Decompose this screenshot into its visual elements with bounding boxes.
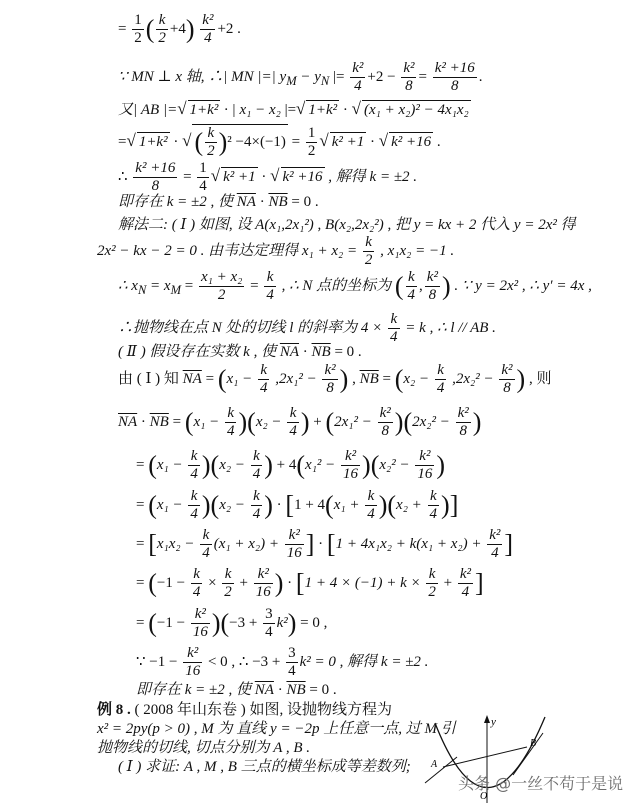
y-axis-label: y (491, 716, 496, 728)
chord-ab (443, 747, 527, 767)
line-4: =√ 1+k² · √ ( $\frac{k}{2}$ )² −4×(−1) = $\frac{1}{2}$ √ k² +1 · √ k² +16 . (118, 125, 441, 160)
line-23: 抛物线的切线, 切点分别为 A , B . (97, 740, 311, 756)
tangent-a (425, 757, 457, 783)
point-a-label: A (431, 759, 438, 770)
line-22: x² = 2py(p > 0) , M 为 直线 y = −2p 上任意一点, 过 M 引 (97, 721, 456, 737)
point-b-label: B (530, 738, 537, 749)
y-axis-arrow (484, 715, 490, 723)
line-3: 又| AB |=√ 1+k² · | x₁ − x₂ |=√ 1+k² · √ (x₁ + x₂)² − 4x₁x₂ (118, 99, 469, 118)
line-17: = (−1 − $\frac{k}{4}$ × $\frac{k}{2}$ + $\frac{\text{k²}}{16}$ ) · [1 + 4 × (−1) + k × $\frac{k}{2}$ + $\frac{\text{k²}}{4}$ ] (136, 566, 484, 601)
line-1: = $\frac{1}{2}$ ( $\frac{k}{2}$ +4) $\frac{\text{k²}}{4}$ +2 . (118, 12, 241, 47)
watermark-text: 头条 @一丝不苟于是说 (458, 774, 624, 793)
line-12: 由 ( Ⅰ ) 知 $\overline{NA} = (x_1$ − $\frac{k}{4}$ ,2x₁² − $\frac{\text{k²}}{8}$ ) , $\overline{NB} = (x_2$ − $\frac{k}{4}$ ,2x₂² − $\frac{\text{k²}}{8}$ ) , 则 (118, 362, 552, 397)
line-8: 2x² − kx − 2 = 0 . 由韦达定理得 x₁ + x₂ = $\frac{k}{2}$ , x₁x₂ = −1 . (97, 234, 455, 269)
line-9: ∴ $x_N = x_M$ = $\frac{\text{x₁ + x₂}}{2}$ = $\frac{k}{4}$ , ∴ N 点的坐标为 ( $\frac{k}{4}$ , $\frac{\text{k²}}{8}$ ) . ∵ y = 2x² , ∴ y′ = 4x , (118, 269, 592, 304)
line-18: = (−1 − $\frac{\text{k²}}{16}$ )(−3 + $\frac{3}{4}$ k²) = 0 , (136, 606, 328, 641)
line-7: 解法二: ( Ⅰ ) 如图, 设 A(x₁,2x₁²) , B(x₂,2x₂²) , 把 y = kx + 2 代入 y = 2x² 得 (118, 217, 576, 233)
origin-label: O (480, 791, 488, 802)
line-2: ∵ MN ⊥ x 轴, ∴| MN |=| $y_M - y_N$ |= $\frac{\text{k²}}{4}$ +2 − $\frac{\text{k²}}{8}$ = $\frac{\text{k² +16}}{8}$ . (118, 60, 483, 95)
line-20: 即存在 k = ±2 , 使 $\overline{NA} \cdot \overline{NB} = 0$ . (136, 682, 337, 698)
line-11: ( Ⅱ ) 假设存在实数 k , 使 $\overline{NA} \cdot \overline{NB} = 0$ . (118, 344, 362, 360)
line-19: ∵ −1 − $\frac{\text{k²}}{16}$ < 0 , ∴ −3 + $\frac{3}{4}$ k² = 0 , 解得 k = ±2 . (136, 645, 429, 680)
line-21: 例 8 . ( 2008 年山东卷 ) 如图, 设抛物线方程为 (97, 702, 393, 718)
line-5: ∴ $\frac{\text{k² +16}}{8}$ = $\frac{1}{4}$ √ k² +1 · √ k² +16 , 解得 k = ±2 . (118, 160, 418, 195)
line-24: ( Ⅰ ) 求证: A , M , B 三点的横坐标成等差数列; (118, 759, 411, 775)
line-15: = (x₁ − $\frac{k}{4}$ )(x₂ − $\frac{k}{4}$ ) · [1 + 4(x₁ + $\frac{k}{4}$ )(x₂ + $\frac{k}{4}$ )] (136, 488, 459, 523)
tangent-b (513, 733, 543, 775)
line-14: = (x₁ − $\frac{k}{4}$ )(x₂ − $\frac{k}{4}$ ) + 4(x₁² − $\frac{\text{k²}}{16}$ )(x₂² − $\frac{\text{k²}}{16}$ ) (136, 448, 446, 483)
line-6: 即存在 k = ±2 , 使 $\overline{NA} \cdot \overline{NB} = 0$ . (118, 194, 319, 210)
line-10: ∴抛物线在点 N 处的切线 l 的斜率为 4 × $\frac{k}{4}$ = k , ∴ l // AB . (118, 311, 496, 346)
line-13: $\overline{NA} \cdot \overline{NB} = (x_1$ − $\frac{k}{4}$ )(x₂ − $\frac{k}{4}$ ) + (2x₁² − $\frac{\text{k²}}{8}$ )(2x₂² − $\frac{\text{k²}}{8}$ ) (118, 405, 482, 440)
line-16: = [x₁x₂ − $\frac{k}{4}$ (x₁ + x₂) + $\frac{\text{k²}}{16}$ ] · [1 + 4x₁x₂ + k(x₁ + x₂) + $\frac{\text{k²}}{4}$ ] (136, 527, 514, 562)
